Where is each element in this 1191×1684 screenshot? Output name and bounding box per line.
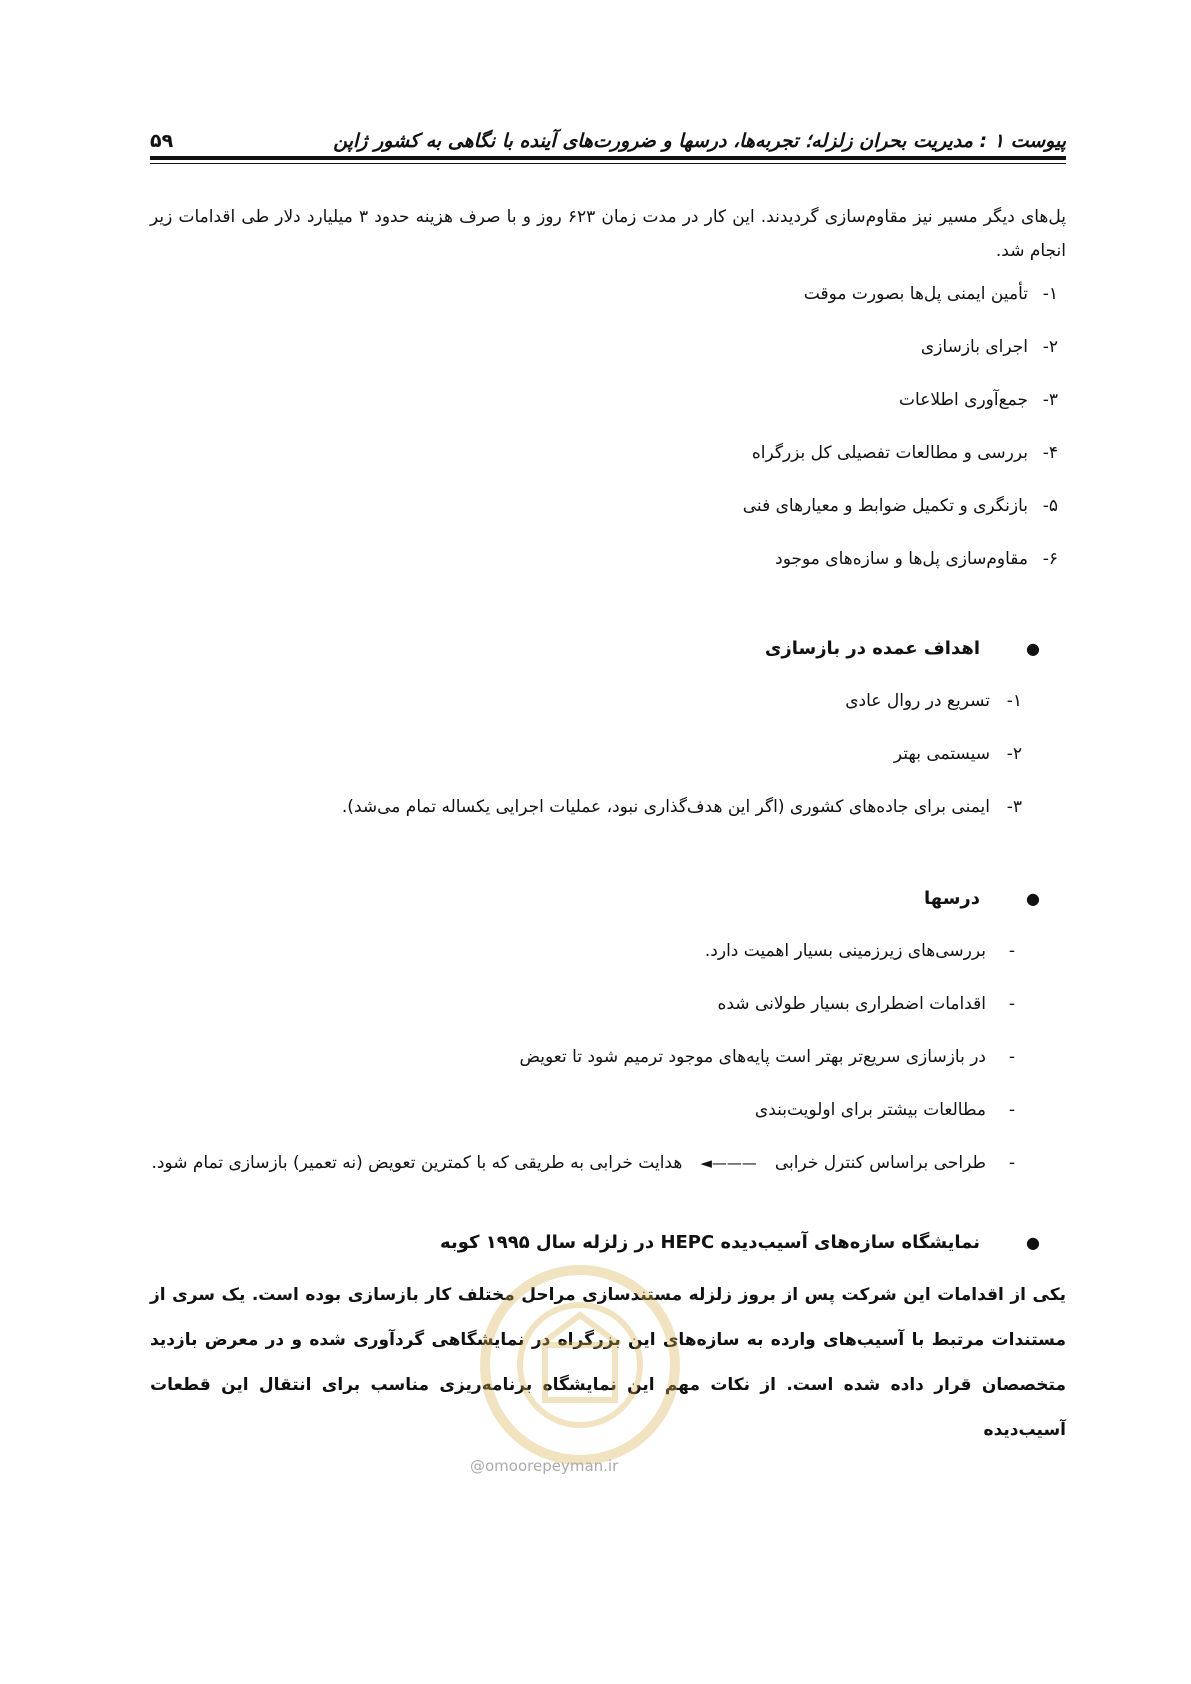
header-rule-thin — [150, 163, 1066, 164]
watermark-building — [545, 1345, 615, 1400]
exhibit-paragraph: یکی از اقدامات این شرکت پس از بروز زلزله مستندسازی مراحل مختلف کار بازسازی بوده است. یک سری از مستندات مرتبط با آسیب‌های وارده به سازه‌های این بزرگراه در نمایشگاهی گردآوری شده و در معرض بازدید متخصصان قرار داده شده است. از نکات مهم این نمایشگاه برنامه‌ریزی مناسب برای انتقال این قطعات آسیب‌دیده — [150, 1285, 1066, 1440]
goals-title: اهداف عمده در بازسازی — [764, 638, 980, 659]
list-number: ۱- — [1006, 691, 1022, 711]
list-item-text: اجرای بازسازی — [920, 337, 1028, 357]
watermark-logo-icon — [450, 1250, 710, 1480]
list-item-text: اقدامات اضطراری بسیار طولانی شده — [717, 994, 986, 1014]
page-header — [150, 120, 1066, 152]
intro-paragraph: پل‌های دیگر مسیر نیز مقاوم‌سازی گردیدند. این کار در مدت زمان ۶۲۳ روز و با صرف هزینه حدود ۳ میلیارد دلار طی اقدامات زیر انجام شد. — [150, 207, 1067, 261]
goals-list — [150, 675, 1022, 834]
list-item-text: جمع‌آوری اطلاعات — [899, 390, 1028, 410]
list-item-text: هدایت خرابی به طریقی که با کمترین تعویض (نه تعمیر) بازسازی تمام شود. — [151, 1153, 683, 1173]
list-item-text: مطالعات بیشتر برای اولویت‌بندی — [754, 1100, 986, 1120]
goals-heading — [150, 622, 1066, 675]
dash-marker: - — [1008, 1047, 1016, 1067]
lessons-heading — [150, 872, 1066, 925]
header-rule-thick — [150, 156, 1066, 160]
page-number: ۵۹ — [150, 130, 174, 152]
list-item-text: ایمنی برای جاده‌های کشوری (اگر این هدف‌گذاری نبود، عملیات اجرایی یکساله تمام می‌شد). — [341, 797, 990, 817]
dash-marker: - — [1008, 1153, 1016, 1173]
list-item-text: بررسی‌های زیرزمینی بسیار اهمیت دارد. — [704, 941, 986, 961]
list-item — [150, 374, 1058, 427]
watermark-text: @omoorepeyman.ir — [470, 1457, 619, 1475]
lessons-list — [150, 925, 1022, 1190]
bullet-icon: ● — [1026, 1233, 1040, 1252]
list-number: ۳- — [1042, 390, 1058, 410]
steps-list — [150, 268, 1058, 586]
list-item — [150, 1084, 1022, 1137]
running-title: پیوست ۱ : مدیریت بحران زلزله؛ تجربه‌ها، درسها و ضرورت‌های آینده با نگاهی به کشور ژاپن — [333, 130, 1066, 152]
watermark-roof — [540, 1315, 620, 1345]
list-item — [150, 268, 1058, 321]
dash-marker: - — [1008, 994, 1016, 1014]
exhibit-title: نمایشگاه سازه‌های آسیب‌دیده HEPC در زلزله سال ۱۹۹۵ کوبه — [440, 1232, 980, 1253]
dash-marker: - — [1008, 941, 1016, 961]
list-item-text: در بازسازی سریع‌تر بهتر است پایه‌های موجود ترمیم شود تا تعویض — [519, 1047, 986, 1067]
list-number: ۳- — [1006, 797, 1022, 817]
watermark-ring — [485, 1270, 675, 1460]
bullet-icon: ● — [1026, 639, 1040, 658]
list-item — [150, 427, 1058, 480]
list-item — [150, 1137, 1022, 1190]
bullet-icon: ● — [1026, 889, 1040, 908]
dash-marker: - — [1008, 1100, 1016, 1120]
list-number: ۵- — [1042, 496, 1058, 516]
list-number: ۲- — [1042, 337, 1058, 357]
list-item — [150, 533, 1058, 586]
list-item-text: طراحی براساس کنترل خرابی — [774, 1153, 986, 1173]
watermark-inner-ring — [520, 1305, 640, 1425]
list-item — [150, 925, 1022, 978]
list-item-text: بررسی و مطالعات تفصیلی کل بزرگراه — [751, 443, 1028, 463]
list-number: ۱- — [1042, 284, 1058, 304]
list-item — [150, 728, 1022, 781]
arrow-left-icon: ◄——— — [700, 1154, 757, 1172]
list-item-text: مقاوم‌سازی پل‌ها و سازه‌های موجود — [775, 549, 1028, 569]
list-number: ۴- — [1042, 443, 1058, 463]
list-item — [150, 978, 1022, 1031]
list-item — [150, 1031, 1022, 1084]
list-item — [150, 781, 1022, 834]
list-item — [150, 675, 1022, 728]
list-item-text: بازنگری و تکمیل ضوابط و معیارهای فنی — [742, 496, 1028, 516]
list-item — [150, 480, 1058, 533]
lessons-title: درسها — [924, 888, 980, 909]
list-number: ۲- — [1006, 744, 1022, 764]
list-item-text: تسریع در روال عادی — [845, 691, 990, 711]
list-item-text: سیستمی بهتر — [893, 744, 990, 764]
list-number: ۶- — [1042, 549, 1058, 569]
list-item — [150, 321, 1058, 374]
list-item-text: تأمین ایمنی پل‌ها بصورت موقت — [803, 284, 1028, 304]
